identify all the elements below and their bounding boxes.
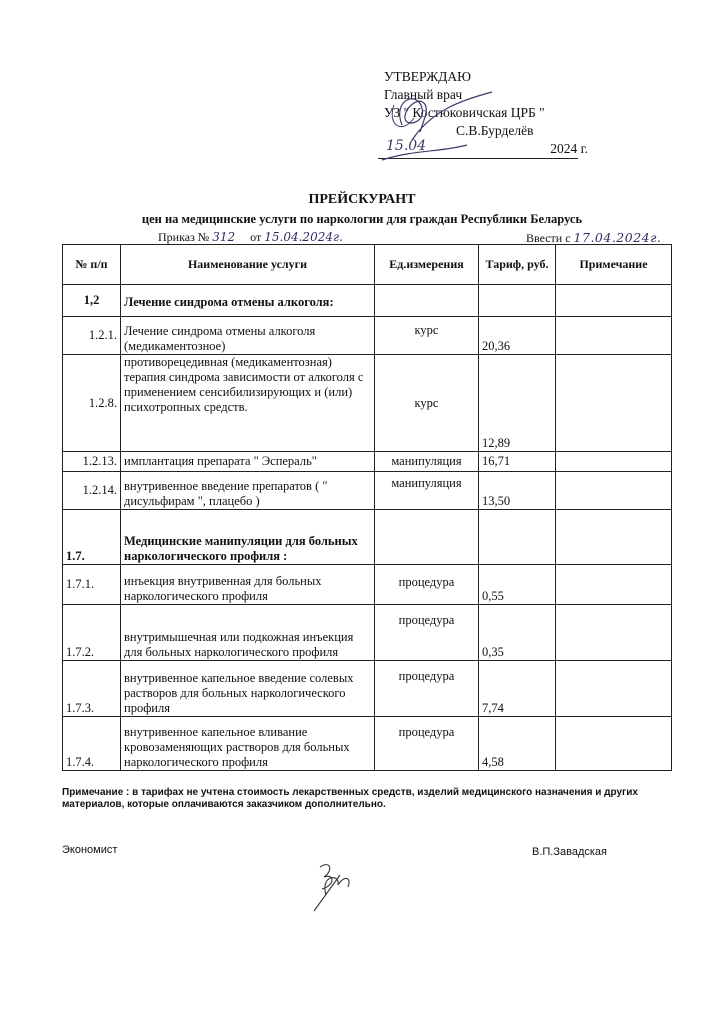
order-date: 15.04.2024г.: [264, 230, 343, 244]
row-tariff: 20,36: [479, 317, 556, 355]
approval-date-line: [378, 138, 588, 159]
approval-year: 2024 г.: [550, 141, 588, 156]
row-number: 1.7.: [63, 510, 121, 565]
row-note: [556, 452, 672, 472]
row-service-name: Лечение синдрома отмены алкоголя:: [121, 285, 375, 317]
row-note: [556, 510, 672, 565]
table-row: [63, 285, 672, 317]
row-tariff: 7,74: [479, 661, 556, 717]
row-unit: манипуляция: [375, 472, 479, 510]
table-row: [63, 605, 672, 661]
row-note: [556, 661, 672, 717]
document-subtitle: цен на медицинские услуги по наркологии для граждан Республики Беларусь: [141, 212, 583, 226]
row-service-name: Медицинские манипуляции для больных наркологического профиля :: [121, 510, 375, 565]
row-note: [556, 285, 672, 317]
row-unit: процедура: [375, 565, 479, 605]
row-unit: курс: [375, 355, 479, 452]
table-row: [63, 472, 672, 510]
document-title: ПРЕЙСКУРАНТ: [308, 192, 416, 207]
table-header-row: [63, 245, 672, 285]
row-number: 1.7.3.: [63, 661, 121, 717]
row-unit: процедура: [375, 661, 479, 717]
row-service-name: Лечение синдрома отмены алкоголя (медикаментозное): [121, 317, 375, 355]
row-service-name: внутривенное капельное введение солевых растворов для больных наркологического профиля: [121, 661, 375, 717]
approval-position: Главный врач: [384, 87, 463, 102]
price-table: [62, 244, 672, 771]
row-number: 1.7.2.: [63, 605, 121, 661]
row-service-name: внутримышечная или подкожная инъекция для больных наркологического профиля: [121, 605, 375, 661]
table-row: [63, 317, 672, 355]
header-note: Примечание: [556, 245, 672, 285]
row-tariff: 4,58: [479, 717, 556, 771]
row-note: [556, 472, 672, 510]
row-unit: процедура: [375, 605, 479, 661]
row-service-name: противорецедивная (медикаментозная) терапия синдрома зависимости от алкоголя с применением сенсибилизирующих и (или) психотропных средств.: [121, 355, 375, 452]
row-number: 1.7.1.: [63, 565, 121, 605]
order-label: Приказ №: [158, 230, 210, 244]
row-note: [556, 317, 672, 355]
effective-date-label: Ввести с: [526, 231, 571, 245]
row-note: [556, 605, 672, 661]
row-tariff: 0,55: [479, 565, 556, 605]
row-number: 1.2.8.: [63, 355, 121, 452]
table-row: [63, 510, 672, 565]
approval-organization: УЗ " Костюковичская ЦРБ ": [384, 105, 545, 120]
row-number: 1.2.14.: [63, 472, 121, 510]
order-line: [158, 230, 343, 245]
row-tariff: 12,89: [479, 355, 556, 452]
economist-name: В.П.Завадская: [532, 846, 608, 858]
row-number: 1.7.4.: [63, 717, 121, 771]
economist-label: Экономист: [62, 844, 118, 856]
row-unit: [375, 285, 479, 317]
row-unit: курс: [375, 317, 479, 355]
row-number: 1.2.13.: [63, 452, 121, 472]
table-row: [63, 661, 672, 717]
economist-signature: [300, 855, 380, 915]
header-number: № п/п: [63, 245, 121, 285]
row-service-name: внутривенное капельное вливание кровозаменяющих растворов для больных наркологического профиля: [121, 717, 375, 771]
header-unit: Ед.измерения: [375, 245, 479, 285]
row-service-name: имплантация препарата " Эспераль": [121, 452, 375, 472]
table-row: [63, 452, 672, 472]
row-tariff: 0,35: [479, 605, 556, 661]
row-number: 1.2.1.: [63, 317, 121, 355]
row-number: 1,2: [63, 285, 121, 317]
row-unit: [375, 510, 479, 565]
effective-date: 17.04.2024г.: [573, 230, 662, 245]
row-tariff: 16,71: [479, 452, 556, 472]
row-service-name: инъекция внутривенная для больных наркологического профиля: [121, 565, 375, 605]
footnote: Примечание : в тарифах не учтена стоимость лекарственных средств, изделий медицинского назначения и других материалов, которые оплачиваются заказчиком дополнительно.: [62, 787, 638, 810]
header-tariff: Тариф, руб.: [479, 245, 556, 285]
row-note: [556, 355, 672, 452]
table-row: [63, 717, 672, 771]
row-tariff: [479, 510, 556, 565]
order-number: 312: [212, 230, 236, 244]
row-unit: процедура: [375, 717, 479, 771]
row-note: [556, 717, 672, 771]
table-row: [63, 565, 672, 605]
approval-heading: УТВЕРЖДАЮ: [384, 69, 472, 84]
approval-handwritten-date: 15.04: [386, 138, 427, 154]
row-note: [556, 565, 672, 605]
row-tariff: [479, 285, 556, 317]
header-service-name: Наименование услуги: [121, 245, 375, 285]
table-row: [63, 355, 672, 452]
row-service-name: внутривенное введение препаратов ( " дисульфирам ", плацебо ): [121, 472, 375, 510]
order-date-label: от: [250, 230, 262, 244]
approval-signatory-name: С.В.Бурделёв: [456, 123, 534, 138]
approval-block: [384, 68, 684, 159]
row-tariff: 13,50: [479, 472, 556, 510]
row-unit: манипуляция: [375, 452, 479, 472]
